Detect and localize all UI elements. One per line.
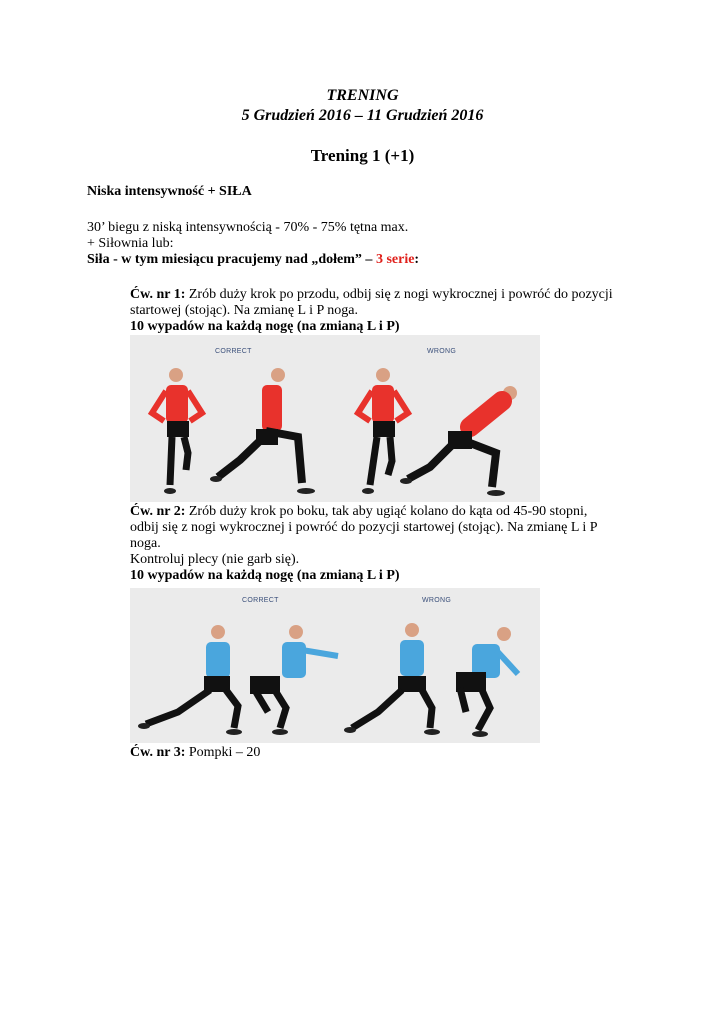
correct-label: CORRECT (242, 597, 279, 604)
page-title: TRENING (326, 87, 399, 104)
exercise-1 (130, 287, 650, 335)
intro-block (87, 220, 419, 268)
exercise-2-line4: Kontroluj plecy (nie garb się). (130, 552, 300, 567)
strength-prefix: Siła - w tym miesiącu pracujemy nad „dołem” – (87, 252, 376, 267)
exercise-2-reps: 10 wypadów na każdą nogę (na zmianą L i P) (130, 568, 400, 583)
strength-series: 3 serie (375, 252, 415, 267)
exercise-3-label: Ćw. nr 3: (130, 745, 186, 760)
session-title: Trening 1 (+1) (310, 146, 415, 165)
gym-line: + Siłownia lub: (87, 236, 174, 251)
exercise-1-reps: 10 wypadów na każdą nogę (na zmianą L i P) (130, 319, 400, 334)
athlete-figure (456, 627, 518, 737)
strength-suffix: : (414, 252, 420, 267)
exercise-1-label: Ćw. nr 1: (130, 287, 186, 302)
exercise-2-photo (130, 588, 540, 743)
wrong-label: WRONG (427, 348, 457, 355)
exercise-1-line2: startowej (stojąc). Na zmianę L i P noga. (130, 303, 358, 318)
athlete-figure (250, 625, 338, 735)
athlete-figure (358, 368, 408, 494)
athlete-figure (152, 368, 202, 494)
correct-label: CORRECT (215, 348, 252, 355)
exercise-2 (130, 504, 650, 584)
exercise-3-line1: Ćw. nr 3: Pompki – 20 (130, 745, 261, 760)
run-line: 30’ biegu z niską intensywnością - 70% - 75% tętna max. (87, 220, 409, 235)
exercise-2-line3: noga. (130, 536, 161, 551)
wrong-label: WRONG (422, 597, 452, 604)
athlete-figure (344, 623, 440, 735)
exercise-2-line2: odbij się z nogi wykrocznej i powróć do pozycji startowej (stojąc). Na zmianę L i P (130, 520, 598, 535)
exercise-3 (130, 745, 650, 761)
strength-line (87, 252, 419, 268)
date-range: 5 Grudzień 2016 – 11 Grudzień 2016 (241, 107, 484, 124)
athlete-figure (210, 368, 315, 494)
athlete-figure (400, 386, 517, 496)
athlete-figure (138, 625, 242, 735)
intensity-heading: Niska intensywność + SIŁA (87, 184, 252, 199)
exercise-1-line1: Ćw. nr 1: Zrób duży krok po przodu, odbij się z nogi wykrocznej i powróć do pozycji (130, 287, 613, 302)
exercise-2-label: Ćw. nr 2: (130, 504, 186, 519)
exercise-1-photo (130, 335, 540, 502)
exercise-2-line1: Ćw. nr 2: Zrób duży krok po boku, tak aby ugiąć kolano do kąta od 45-90 stopni, (130, 504, 588, 519)
